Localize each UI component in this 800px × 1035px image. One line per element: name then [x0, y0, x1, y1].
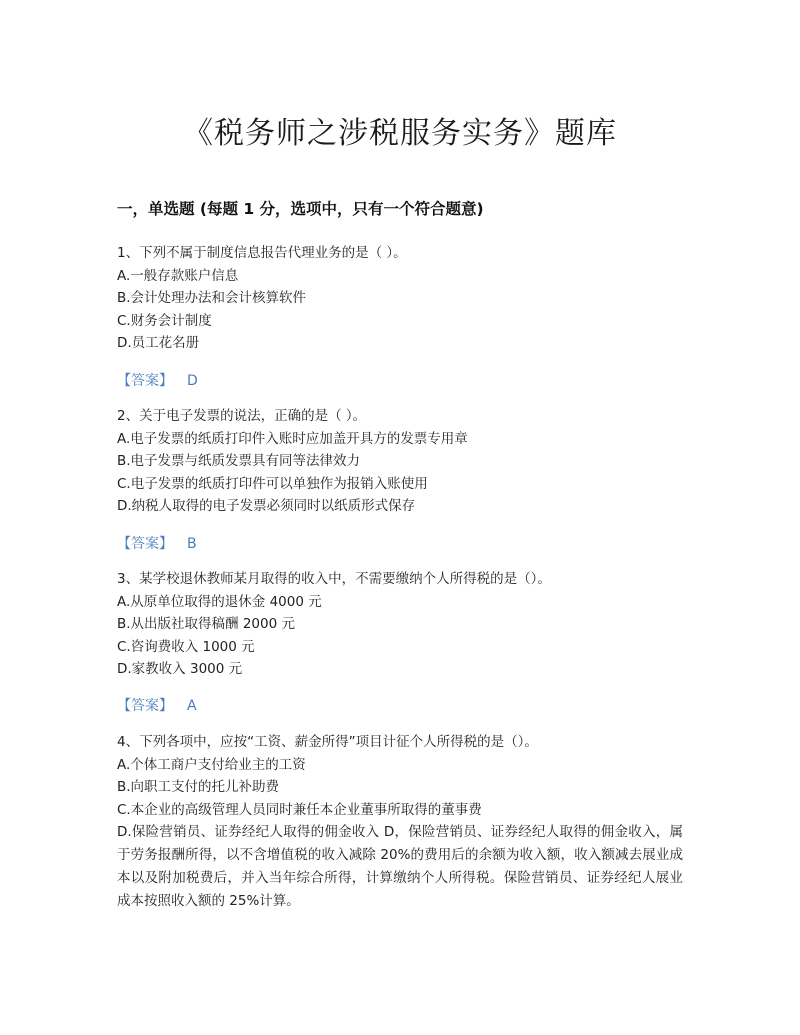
question-3 [117, 568, 683, 681]
question-option: D.家教收入 3000 元 [117, 661, 243, 677]
answer-label: 【答案】 [117, 373, 173, 389]
answer-value: B [187, 536, 197, 552]
question-option: C.电子发票的纸质打印件可以单独作为报销入账使用 [117, 475, 428, 492]
question-option: D.员工花名册 [117, 335, 200, 351]
question-stem: 2、关于电子发票的说法，正确的是（ ）。 [117, 408, 367, 424]
answer-label: 【答案】 [117, 698, 173, 714]
answer-3 [117, 695, 197, 715]
question-option: D.纳税人取得的电子发票必须同时以纸质形式保存 [117, 498, 416, 514]
question-stem: 3、某学校退休教师某月取得的收入中，不需要缴纳个人所得税的是（）。 [117, 571, 551, 587]
question-option: A.从原单位取得的退休金 4000 元 [117, 593, 322, 610]
question-option: C.财务会计制度 [117, 312, 212, 329]
question-option: B.电子发票与纸质发票具有同等法律效力 [117, 453, 361, 469]
page-title: 《税务师之涉税服务实务》题库 [183, 116, 617, 151]
question-option: B.从出版社取得稿酬 2000 元 [117, 616, 295, 632]
question-option: C.咨询费收入 1000 元 [117, 638, 255, 655]
question-option: A.一般存款账户信息 [117, 267, 239, 284]
question-stem: 1、下列不属于制度信息报告代理业务的是（ ）。 [117, 245, 407, 261]
answer-2 [117, 533, 197, 553]
question-1 [117, 242, 683, 355]
question-option: D.保险营销员、证券经纪人取得的佣金收入 D，保险营销员、证券经纪人取得的佣金收入，属于劳务报酬所得，以不含增值税的收入减除 20%的费用后的余额为收入额，收入额减去展业成本以及附加税费后，并入当年综合所得，计算缴纳个人所得税。保险营销员、证券经纪人展业成本按照收入额的 25%计算。 [117, 824, 683, 909]
answer-1 [117, 370, 198, 390]
question-option: A.个体工商户支付给业主的工资 [117, 756, 306, 773]
question-2 [117, 405, 683, 518]
question-4 [117, 731, 683, 913]
question-option: B.会计处理办法和会计核算软件 [117, 290, 307, 306]
question-option: C.本企业的高级管理人员同时兼任本企业董事所取得的董事费 [117, 801, 482, 818]
question-option: B.向职工支付的托儿补助费 [117, 779, 280, 795]
section-heading: 一，单选题 (每题 1 分，选项中，只有一个符合题意) [117, 200, 484, 218]
answer-value: A [187, 698, 197, 714]
answer-value: D [187, 373, 198, 389]
question-stem: 4、下列各项中，应按“工资、薪金所得”项目计征个人所得税的是（）。 [117, 734, 538, 750]
question-option: A.电子发票的纸质打印件入账时应加盖开具方的发票专用章 [117, 430, 468, 447]
answer-label: 【答案】 [117, 536, 173, 552]
